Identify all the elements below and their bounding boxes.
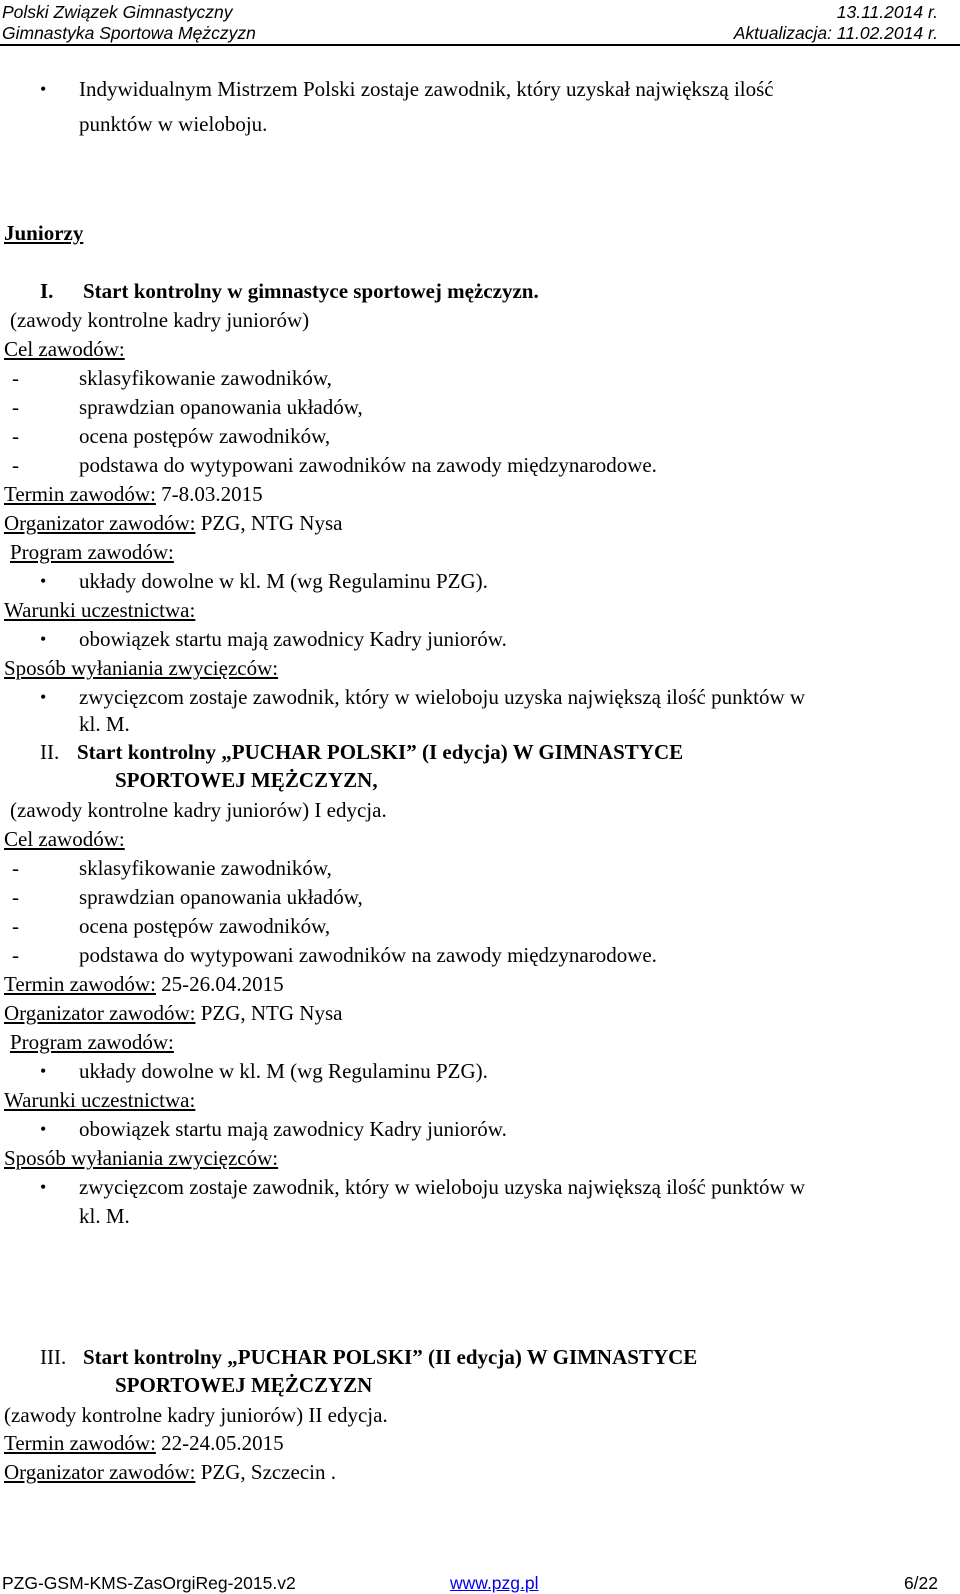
s3-term	[4, 1430, 284, 1456]
s1-goal-dash: -	[12, 424, 19, 448]
s1-conditions-item: obowiązek startu mają zawodnicy Kadry juniorów.	[79, 627, 507, 651]
s1-goal-dash: -	[12, 395, 19, 419]
header-discipline: Gimnastyka Sportowa Mężczyzn	[2, 23, 256, 43]
s1-goal-dash: -	[12, 366, 19, 390]
s2-title-line-2: SPORTOWEJ MĘŻCZYZN,	[115, 768, 378, 792]
header-org: Polski Związek Gimnastyczny	[2, 2, 233, 22]
s3-organizer	[4, 1459, 336, 1485]
bullet-icon: •	[40, 79, 47, 99]
s1-goal-label: Cel zawodów:	[4, 337, 125, 361]
section-title-juniors: Juniorzy	[4, 221, 84, 245]
s2-goal-dash: -	[12, 914, 19, 938]
s2-org-label: Organizator zawodów:	[4, 1001, 196, 1025]
s2-goal-item: sklasyfikowanie zawodników,	[79, 856, 332, 880]
bullet-icon: •	[40, 571, 47, 591]
s2-number: II.	[40, 740, 60, 764]
s1-subtitle: (zawody kontrolne kadry juniorów)	[10, 308, 310, 332]
s2-subtitle: (zawody kontrolne kadry juniorów) I edycja.	[10, 798, 387, 822]
s1-winner-label: Sposób wyłaniania zwycięzców:	[4, 656, 279, 680]
s2-goal-label: Cel zawodów:	[4, 827, 125, 851]
s1-winner-line-2: kl. M.	[79, 712, 130, 736]
s2-winner-line-2: kl. M.	[79, 1204, 130, 1228]
s2-conditions-label: Warunki uczestnictwa:	[4, 1088, 196, 1112]
s3-org-label: Organizator zawodów:	[4, 1460, 196, 1484]
footer-doc-id: PZG-GSM-KMS-ZasOrgiReg-2015.v2	[2, 1573, 296, 1593]
intro-line-1: Indywidualnym Mistrzem Polski zostaje zawodnik, który uzyskał największą ilość	[79, 77, 774, 101]
s1-program-item: układy dowolne w kl. M (wg Regulaminu PZG).	[79, 569, 488, 593]
s2-winner-line-1: zwycięzcom zostaje zawodnik, który w wieloboju uzyska największą ilość punktów w	[79, 1175, 806, 1199]
s2-goal-dash: -	[12, 943, 19, 967]
s3-subtitle: (zawody kontrolne kadry juniorów) II edycja.	[4, 1403, 388, 1427]
s1-program-label: Program zawodów:	[10, 540, 174, 564]
s3-number: III.	[40, 1345, 67, 1369]
bullet-icon: •	[40, 1061, 47, 1081]
s1-winner-line-1: zwycięzcom zostaje zawodnik, który w wieloboju uzyska największą ilość punktów w	[79, 685, 806, 709]
s2-winner-label: Sposób wyłaniania zwycięzców:	[4, 1146, 279, 1170]
s2-term-value: 25-26.04.2015	[161, 972, 284, 996]
s1-term	[4, 481, 263, 507]
s3-title-line-2: SPORTOWEJ MĘŻCZYZN	[115, 1373, 373, 1397]
header-update: Aktualizacja: 11.02.2014 r.	[733, 23, 938, 43]
s1-org-label: Organizator zawodów:	[4, 511, 196, 535]
s1-goal-item: ocena postępów zawodników,	[79, 424, 331, 448]
s2-program-item: układy dowolne w kl. M (wg Regulaminu PZG).	[79, 1059, 488, 1083]
header-date: 13.11.2014 r.	[836, 2, 938, 22]
intro-line-2: punktów w wieloboju.	[79, 112, 268, 136]
s1-goal-item: sprawdzian opanowania układów,	[79, 395, 363, 419]
s1-organizer	[4, 510, 342, 536]
bullet-icon: •	[40, 1177, 47, 1197]
s2-goal-item: podstawa do wytypowani zawodników na zawody międzynarodowe.	[79, 943, 657, 967]
s2-conditions-item: obowiązek startu mają zawodnicy Kadry juniorów.	[79, 1117, 507, 1141]
s1-goal-item: sklasyfikowanie zawodników,	[79, 366, 332, 390]
s2-goal-dash: -	[12, 885, 19, 909]
s1-term-label: Termin zawodów:	[4, 482, 156, 506]
s2-org-value: PZG, NTG Nysa	[200, 1001, 343, 1025]
s1-org-value: PZG, NTG Nysa	[200, 511, 343, 535]
s1-goal-item: podstawa do wytypowani zawodników na zawody międzynarodowe.	[79, 453, 657, 477]
s3-term-label: Termin zawodów:	[4, 1431, 156, 1455]
s2-goal-item: sprawdzian opanowania układów,	[79, 885, 363, 909]
s1-conditions-label: Warunki uczestnictwa:	[4, 598, 196, 622]
s2-program-label: Program zawodów:	[10, 1030, 174, 1054]
s1-title: Start kontrolny w gimnastyce sportowej mężczyzn.	[83, 279, 539, 303]
bullet-icon: •	[40, 629, 47, 649]
footer-website-link[interactable]: www.pzg.pl	[450, 1573, 539, 1593]
footer-page-number: 6/22	[903, 1573, 938, 1593]
bullet-icon: •	[40, 687, 47, 707]
s2-goal-item: ocena postępów zawodników,	[79, 914, 331, 938]
s2-term	[4, 971, 284, 997]
s2-organizer	[4, 1000, 342, 1026]
s1-term-value: 7-8.03.2015	[161, 482, 263, 506]
bullet-icon: •	[40, 1119, 47, 1139]
s3-org-value: PZG, Szczecin .	[200, 1460, 337, 1484]
s3-term-value: 22-24.05.2015	[161, 1431, 284, 1455]
s2-term-label: Termin zawodów:	[4, 972, 156, 996]
footer-website[interactable]	[450, 1573, 539, 1593]
s1-goal-dash: -	[12, 453, 19, 477]
s1-number: I.	[40, 279, 54, 303]
s2-title-line-1: Start kontrolny „PUCHAR POLSKI” (I edycja) W GIMNASTYCE	[77, 740, 684, 764]
header-divider	[0, 44, 960, 46]
s3-title-line-1: Start kontrolny „PUCHAR POLSKI” (II edycja) W GIMNASTYCE	[83, 1345, 698, 1369]
s2-goal-dash: -	[12, 856, 19, 880]
